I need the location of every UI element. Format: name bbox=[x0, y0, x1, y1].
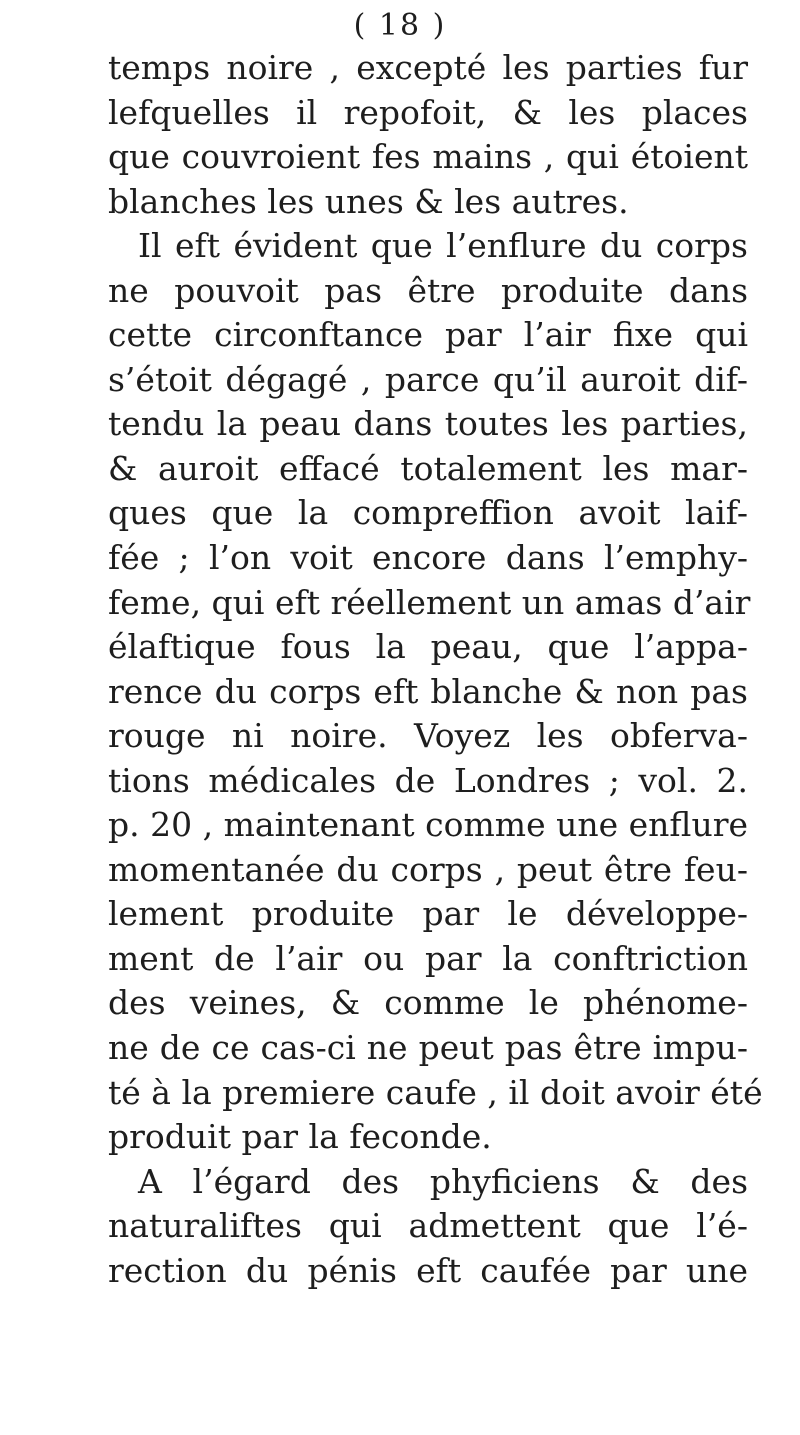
text-line: cette circonftance par l’air fixe qui bbox=[108, 315, 748, 355]
text-line: momentanée du corps , peut être feu- bbox=[108, 849, 748, 889]
text-line: blanches les unes & les autres. bbox=[108, 181, 629, 221]
text-line: p. 20 , maintenant comme une enflure bbox=[108, 805, 748, 845]
body-text bbox=[108, 46, 763, 1293]
page-number: ( 18 ) bbox=[353, 8, 447, 43]
text-line: Il eft évident que l’enflure du corps bbox=[138, 226, 748, 266]
text-line: tions médicales de Londres ; vol. 2. bbox=[108, 760, 748, 800]
text-line: lement produite par le développe- bbox=[108, 894, 748, 934]
text-line: naturaliftes qui admettent que l’é- bbox=[108, 1206, 748, 1246]
text-line: ques que la compreffion avoit laif- bbox=[108, 493, 748, 533]
text-line: temps noire , excepté les parties fur bbox=[108, 48, 748, 87]
text-line: ne pouvoit pas être produite dans bbox=[108, 270, 748, 310]
text-line: lefquelles il repofoit, & les places bbox=[108, 92, 748, 132]
text-line: produit par la feconde. bbox=[108, 1117, 492, 1157]
text-line: des veines, & comme le phénome- bbox=[108, 983, 748, 1023]
text-line: élaftique fous la peau, que l’appa- bbox=[108, 627, 748, 667]
text-line: feme, qui eft réellement un amas d’air bbox=[108, 582, 751, 622]
text-line: tendu la peau dans toutes les parties, bbox=[108, 404, 748, 444]
text-line: rence du corps eft blanche & non pas bbox=[108, 671, 748, 711]
text-line: s’étoit dégagé , parce qu’il auroit dif- bbox=[108, 359, 748, 399]
paragraph-3 bbox=[108, 1160, 748, 1294]
paragraph-2 bbox=[108, 224, 763, 1159]
text-line: & auroit effacé totalement les mar- bbox=[108, 448, 748, 488]
text-line: ment de l’air ou par la conftriction bbox=[108, 938, 748, 978]
paragraph-1 bbox=[108, 46, 748, 224]
text-line: ne de ce cas-ci ne peut pas être impu- bbox=[108, 1028, 748, 1068]
text-line: té à la premiere caufe , il doit avoir été bbox=[108, 1072, 763, 1112]
text-line: rouge ni noire. Voyez les obferva- bbox=[108, 716, 748, 756]
text-line: rection du pénis eft caufée par une bbox=[108, 1250, 748, 1290]
text-line: fée ; l’on voit encore dans l’emphy- bbox=[108, 538, 748, 578]
text-line: A l’égard des phyficiens & des bbox=[138, 1161, 748, 1201]
text-line: que couvroient fes mains , qui étoient bbox=[108, 137, 748, 177]
